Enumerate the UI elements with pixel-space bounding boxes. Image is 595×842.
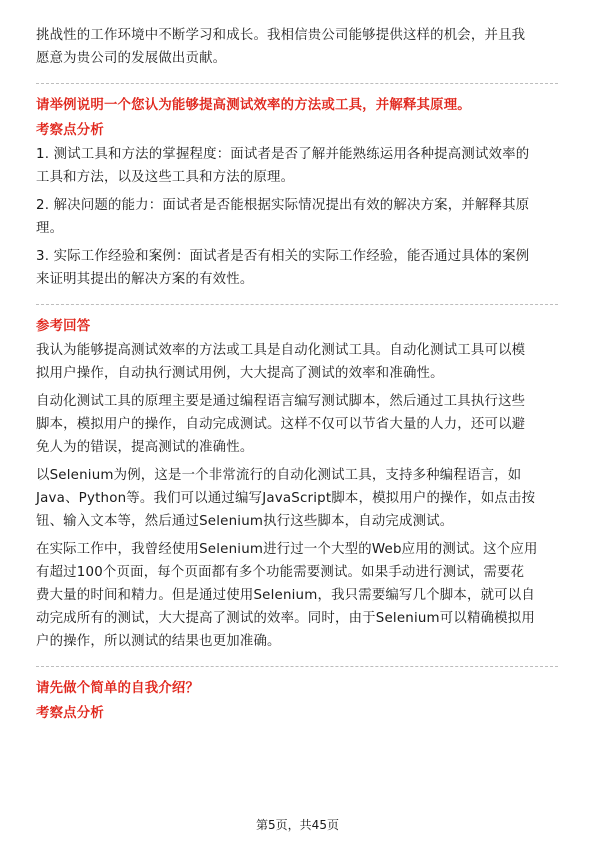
text-line: 理。 bbox=[36, 221, 64, 236]
text-line: 1. 测试工具和方法的掌握程度：面试者是否了解并能熟练运用各种提高测试效率的 bbox=[36, 147, 530, 162]
analysis-point bbox=[36, 245, 558, 291]
text-line: 脚本，模拟用户的操作，自动完成测试。这样不仅可以节省大量的人力，还可以避 bbox=[36, 417, 526, 432]
text-line: 费大量的时间和精力。但是通过使用Selenium，我只需要编写几个脚本，就可以自 bbox=[36, 588, 535, 603]
question-title: 请举例说明一个您认为能够提高测试效率的方法或工具，并解释其原理。 bbox=[36, 98, 471, 113]
analysis-point bbox=[36, 143, 558, 189]
text-line: 在实际工作中，我曾经使用Selenium进行过一个大型的Web应用的测试。这个应用 bbox=[36, 542, 538, 557]
answer-paragraph bbox=[36, 339, 558, 385]
question-section-2 bbox=[36, 677, 558, 725]
section-divider bbox=[36, 666, 558, 667]
text-line: 工具和方法，以及这些工具和方法的原理。 bbox=[36, 170, 295, 185]
text-line: 我认为能够提高测试效率的方法或工具是自动化测试工具。自动化测试工具可以模 bbox=[36, 343, 526, 358]
section-divider bbox=[36, 83, 558, 84]
text-line: 动完成所有的测试，大大提高了测试的效率。同时，由于Selenium可以精确模拟用 bbox=[36, 611, 535, 626]
text-line: 拟用户操作，自动执行测试用例，大大提高了测试的效率和准确性。 bbox=[36, 366, 444, 381]
text-line: Java、Python等。我们可以通过编写JavaScript脚本，模拟用户的操作，如点击按 bbox=[36, 491, 536, 506]
document-page bbox=[36, 18, 558, 726]
text-line: 挑战性的工作环境中不断学习和成长。我相信贵公司能够提供这样的机会，并且我 bbox=[36, 28, 526, 43]
answer-heading: 参考回答 bbox=[36, 319, 91, 334]
analysis-point bbox=[36, 194, 558, 240]
answer-paragraph bbox=[36, 464, 558, 533]
text-line: 2. 解决问题的能力：面试者是否能根据实际情况提出有效的解决方案，并解释其原 bbox=[36, 198, 530, 213]
answer-paragraph bbox=[36, 538, 558, 653]
text-line: 3. 实际工作经验和案例：面试者是否有相关的实际工作经验，能否通过具体的案例 bbox=[36, 249, 530, 264]
question-section-1 bbox=[36, 94, 558, 653]
question-title: 请先做个简单的自我介绍？ bbox=[36, 681, 200, 696]
page-number-footer: 第5页，共45页 bbox=[256, 818, 339, 832]
text-line: 户的操作，所以测试的结果也更加准确。 bbox=[36, 634, 281, 649]
text-line: 钮、输入文本等，然后通过Selenium执行这些脚本，自动完成测试。 bbox=[36, 514, 454, 529]
text-line: 以Selenium为例，这是一个非常流行的自动化测试工具，支持多种编程语言，如 bbox=[36, 468, 522, 483]
analysis-heading: 考察点分析 bbox=[36, 123, 104, 138]
text-line: 免人为的错误，提高测试的准确性。 bbox=[36, 440, 254, 455]
text-line: 愿意为贵公司的发展做出贡献。 bbox=[36, 51, 227, 66]
text-line: 自动化测试工具的原理主要是通过编程语言编写测试脚本，然后通过工具执行这些 bbox=[36, 394, 526, 409]
analysis-heading: 考察点分析 bbox=[36, 706, 104, 721]
text-line: 有超过100个页面，每个页面都有多个功能需要测试。如果手动进行测试，需要花 bbox=[36, 565, 525, 580]
answer-paragraph bbox=[36, 390, 558, 459]
section-divider bbox=[36, 304, 558, 305]
text-line: 来证明其提出的解决方案的有效性。 bbox=[36, 272, 254, 287]
intro-paragraph bbox=[36, 24, 558, 70]
